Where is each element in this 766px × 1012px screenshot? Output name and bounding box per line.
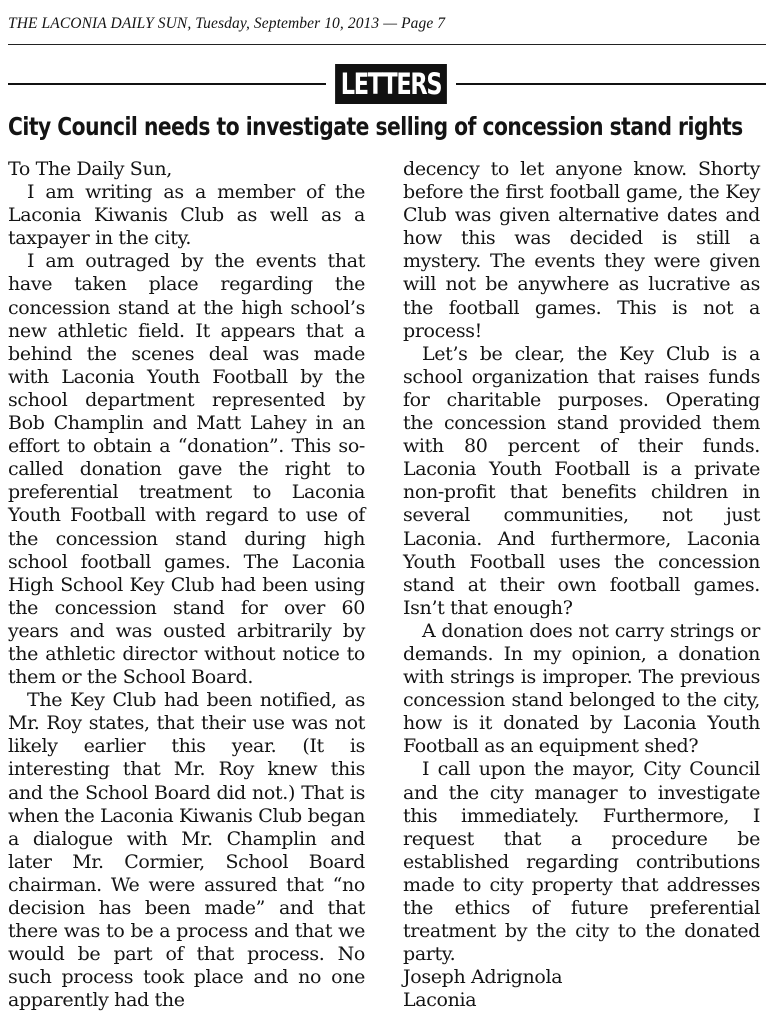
letter-signature-name: Joseph Adrignola (403, 966, 563, 989)
header-divider (8, 44, 766, 45)
letter-paragraph: A donation does not carry strings or demands. In my opinion, a donation with strings is improper. The previous concession stand belonged to the city, how is it donated by Laconia Youth Football as an equipment shed? (403, 619, 760, 758)
letter-paragraph-continued: decency to let anyone know. Shorty before the first football game, the Key Club was given alternative dates and how this was decided is still a mystery. The events they were given will not be anywhere as lucrative as the football games. This is not a process! (403, 158, 760, 342)
letter-headline: City Council needs to investigate selling of concession stand rights (8, 112, 743, 141)
banner-rule-right (456, 83, 766, 85)
letter-salutation: To The Daily Sun, (8, 158, 172, 180)
letter-paragraph: I am writing as a member of the Laconia Kiwanis Club as well as a taxpayer in the city. (8, 181, 365, 250)
letter-paragraph: The Key Club had been notified, as Mr. Roy states, that their use was not likely earlier this year. (It is interesting that Mr. Roy knew this and the School Board did not.) That is when the Laconia Kiwanis Club began a dialogue with Mr. Champlin and later Mr. Cormier, School Board chairman. We were assured that “no decision has been made” and that there was to be a process and that we would be part of that process. No such process took place and no one apparently had the (8, 689, 365, 1012)
letter-signature-place: Laconia (403, 989, 477, 1012)
letter-paragraph: I call upon the mayor, City Council and the city manager to investigate this immediately. Furthermore, I request that a procedure be established regarding contributions made to city property that addresses the ethics of future preferential treatment by the city to the donated party. (403, 758, 760, 966)
section-banner: LETTERS (335, 64, 447, 104)
letter-column-left (8, 158, 365, 1012)
newspaper-masthead: THE LACONIA DAILY SUN, Tuesday, September 10, 2013 — Page 7 (8, 15, 446, 32)
letter-paragraph: I am outraged by the events that have taken place regarding the concession stand at the high school’s new athletic field. It appears that a behind the scenes deal was made with Laconia Youth Football by the school department represented by Bob Champlin and Matt Lahey in an effort to obtain a “donation”. This so-called donation gave the right to preferential treatment to Laconia Youth Football with regard to use of the concession stand during high school football games. The Laconia High School Key Club had been using the concession stand for over 60 years and was ousted arbitrarily by the athletic director without notice to them or the School Board. (8, 250, 365, 689)
letter-paragraph: Let’s be clear, the Key Club is a school organization that raises funds for charitable purposes. Operating the concession stand provided them with 80 percent of their funds. Laconia Youth Football is a private non-profit that benefits children in several communities, not just Laconia. And furthermore, Laconia Youth Football uses the concession stand at their own football games. Isn’t that enough? (403, 342, 760, 619)
letter-column-right (403, 158, 760, 1012)
banner-rule-left (8, 83, 326, 85)
